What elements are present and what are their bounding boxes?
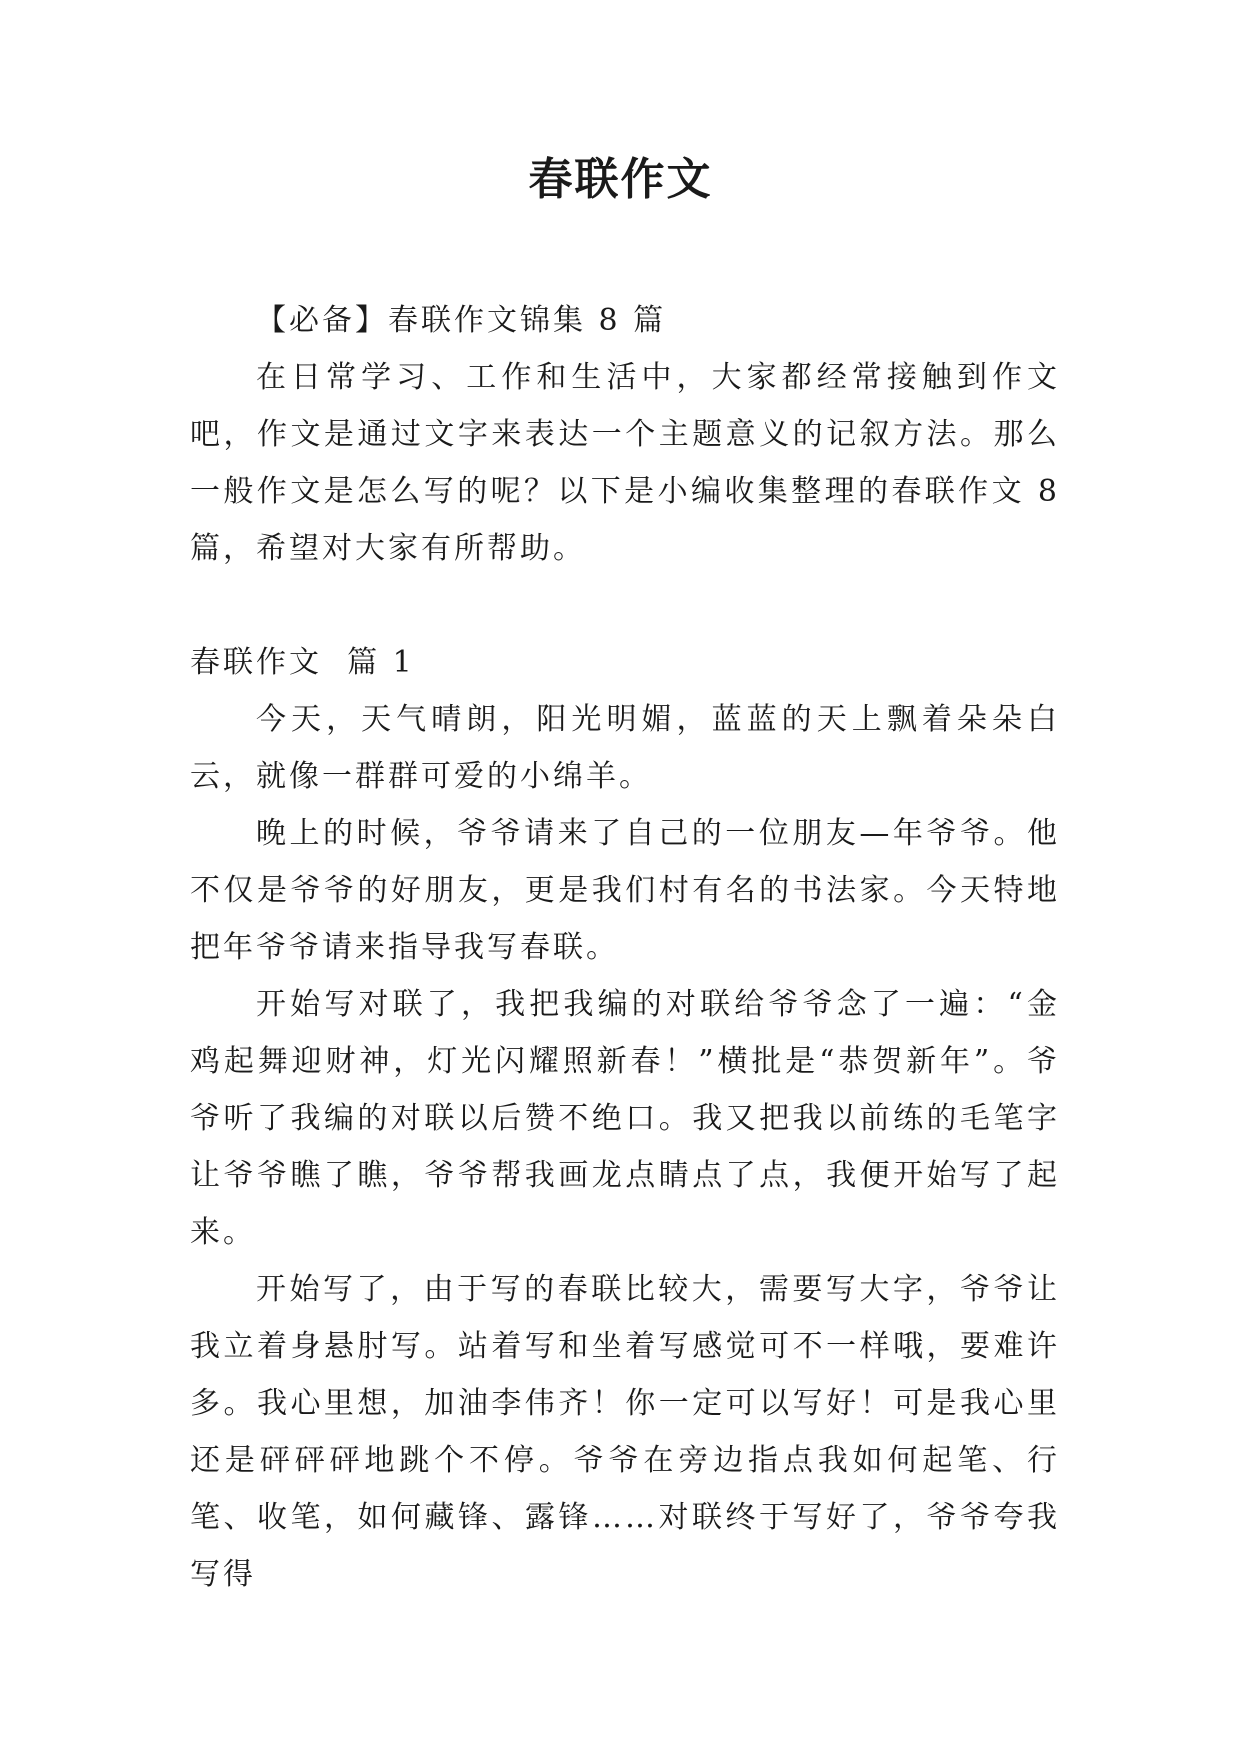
section-heading: 春联作文 篇 1 [190, 645, 415, 680]
document-title: 春联作文 [528, 154, 713, 205]
document-body [190, 292, 1060, 1603]
document-subtitle: 【必备】春联作文锦集 8 篇 [256, 303, 667, 338]
body-paragraph: 今天，天气晴朗，阳光明媚，蓝蓝的天上飘着朵朵白云，就像一群群可爱的小绵羊。 [190, 702, 1060, 794]
body-paragraph: 开始写对联了，我把我编的对联给爷爷念了一遍：“金鸡起舞迎财神，灯光闪耀照新春！”横批是“恭贺新年”。爷爷听了我编的对联以后赞不绝口。我又把我以前练的毛笔字让爷爷瞧了瞧，爷爷帮我画龙点睛点了点，我便开始写了起来。 [190, 987, 1060, 1250]
body-paragraph: 晚上的时候，爷爷请来了自己的一位朋友—年爷爷。他不仅是爷爷的好朋友，更是我们村有名的书法家。今天特地把年爷爷请来指导我写春联。 [190, 816, 1060, 965]
intro-paragraph: 在日常学习、工作和生活中，大家都经常接触到作文吧，作文是通过文字来表达一个主题意义的记叙方法。那么一般作文是怎么写的呢？以下是小编收集整理的春联作文 8 篇，希望对大家有所帮助。 [190, 360, 1060, 566]
body-paragraph: 开始写了，由于写的春联比较大，需要写大字，爷爷让我立着身悬肘写。站着写和坐着写感觉可不一样哦，要难许多。我心里想，加油李伟齐！你一定可以写好！可是我心里还是砰砰砰地跳个不停。爷爷在旁边指点我如何起笔、行笔、收笔，如何藏锋、露锋……对联终于写好了，爷爷夸我写得 [190, 1272, 1060, 1592]
section-gap [190, 577, 1060, 634]
